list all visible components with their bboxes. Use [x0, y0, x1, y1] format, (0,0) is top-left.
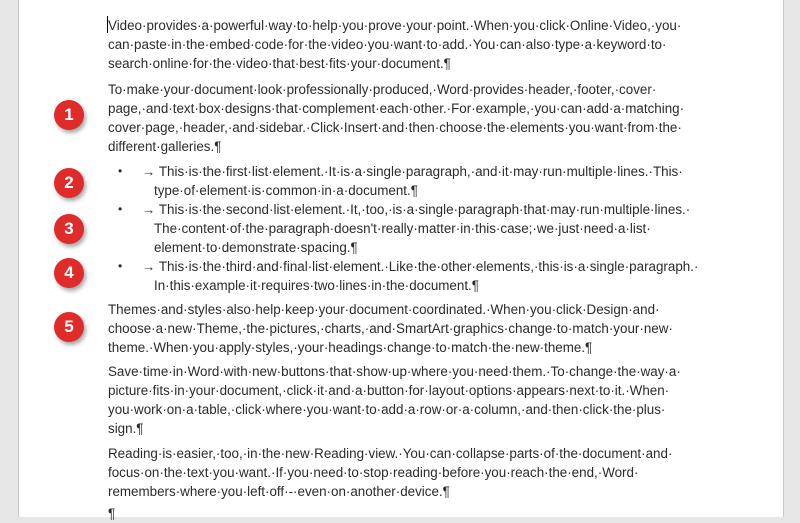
- list-line: [142, 219, 732, 238]
- bullet-icon: •: [118, 164, 123, 178]
- number-badge-2: 2: [54, 168, 84, 198]
- line-text: can·paste·in·the·embed·code·for·the·video·you·want·to·add.·You·can·also·type·a·keyword·to·: [108, 37, 667, 52]
- paragraph-1[interactable]: [108, 16, 698, 73]
- line-text: picture·fits·in·your·document,·click·it·and·a·button·for·layout·options·appears·next·to·it.·When·: [108, 383, 670, 398]
- line-text: page,·and·text·box·designs·that·complement·each·other.·For·example,·you·can·add·a·matching·: [108, 101, 685, 116]
- line-text: choose·a·new·Theme,·the·pictures,·charts,·and·SmartArt·graphics·change·to·match·your·new·: [108, 321, 673, 336]
- list-line: [142, 238, 732, 257]
- line-text: theme.·When·you·apply·styles,·your·headings·change·to·match·the·new·theme.¶: [108, 340, 593, 355]
- paragraph-line: [108, 118, 698, 137]
- list-item-3[interactable]: [118, 257, 732, 295]
- list-line: [118, 162, 732, 181]
- line-text: search·online·for·the·video·that·best·fits·your·document.¶: [108, 56, 451, 71]
- paragraph-line: [108, 400, 698, 419]
- paragraph-line: [108, 16, 698, 35]
- line-text: To·make·your·document·look·professionally·produced,·Word·provides·header,·footer,·cover·: [108, 82, 657, 97]
- line-text: you·work·on·a·table,·click·where·you·want·to·add·a·row·or·a·column,·and·then·click·the·plus·: [108, 402, 666, 417]
- paragraph-line: [108, 381, 698, 400]
- line-text: focus·on·the·text·you·want.·If·you·need·to·stop·reading·before·you·reach·the·end,·Word·: [108, 465, 639, 480]
- line-text: different·galleries.¶: [108, 139, 222, 154]
- paragraph-line: [108, 419, 698, 438]
- paragraph-6[interactable]: [108, 504, 698, 523]
- line-text: → This·is·the·second·list·element.·It,·too,·is·a·single·paragraph·that·may·run·multiple·lines.·: [142, 202, 691, 217]
- bullet-icon: •: [118, 259, 123, 273]
- paragraph-line: [108, 463, 698, 482]
- list-line: [118, 200, 732, 219]
- paragraph-line: [108, 35, 698, 54]
- list-item-2[interactable]: [118, 200, 732, 257]
- paragraph-2[interactable]: [108, 80, 698, 156]
- line-text: In·this·example·it·requires·two·lines·in·the·document.¶: [154, 278, 479, 293]
- line-text: ¶: [108, 506, 116, 521]
- bullet-icon: •: [118, 202, 123, 216]
- paragraph-line: [108, 80, 698, 99]
- paragraph-line: [108, 54, 698, 73]
- paragraph-5[interactable]: [108, 444, 698, 501]
- number-badge-4: 4: [54, 258, 84, 288]
- paragraph-line: [108, 319, 698, 338]
- paragraph-line: [108, 362, 698, 381]
- line-text: element·to·demonstrate·spacing.¶: [154, 240, 358, 255]
- number-badge-1: 1: [54, 100, 84, 130]
- line-text: → This·is·the·first·list·element.·It·is·a·single·paragraph,·and·it·may·run·multiple·lines.·This·: [142, 164, 683, 179]
- line-text: remembers·where·you·left·off·-·even·on·another·device.¶: [108, 484, 450, 499]
- list-item-1[interactable]: [118, 162, 732, 200]
- paragraph-line: [108, 338, 698, 357]
- line-text: Video·provides·a·powerful·way·to·help·you·prove·your·point.·When·you·click·Online·Video,·you·: [108, 18, 682, 33]
- line-text: type·of·element·is·common·in·a·document.¶: [154, 183, 418, 198]
- line-text: sign.¶: [108, 421, 144, 436]
- list-line: [118, 257, 732, 276]
- paragraph-line: [108, 300, 698, 319]
- paragraph-line: [108, 504, 698, 523]
- line-text: Themes·and·styles·also·help·keep·your·document·coordinated.·When·you·click·Design·and·: [108, 302, 660, 317]
- number-badge-5: 5: [54, 312, 84, 342]
- paragraph-line: [108, 444, 698, 463]
- line-text: → This·is·the·third·and·final·list·element.·Like·the·other·elements,·this·is·a·single·paragraph.·: [142, 259, 699, 274]
- paragraph-line: [108, 99, 698, 118]
- line-text: The·content·of·the·paragraph·doesn't·really·matter·in·this·case;·we·just·need·a·list·: [154, 221, 651, 236]
- paragraph-line: [108, 482, 698, 501]
- line-text: Save·time·in·Word·with·new·buttons·that·show·up·where·you·need·them.·To·change·the·way·a·: [108, 364, 681, 379]
- paragraph-3[interactable]: [108, 300, 698, 357]
- paragraph-line: [108, 137, 698, 156]
- line-text: cover·page,·header,·and·sidebar.·Click·Insert·and·then·choose·the·elements·you·want·from·the·: [108, 120, 682, 135]
- list-line: [142, 276, 732, 295]
- number-badge-3: 3: [54, 214, 84, 244]
- line-text: Reading·is·easier,·too,·in·the·new·Reading·view.·You·can·collapse·parts·of·the·document·and·: [108, 446, 673, 461]
- paragraph-4[interactable]: [108, 362, 698, 438]
- list-line: [142, 181, 732, 200]
